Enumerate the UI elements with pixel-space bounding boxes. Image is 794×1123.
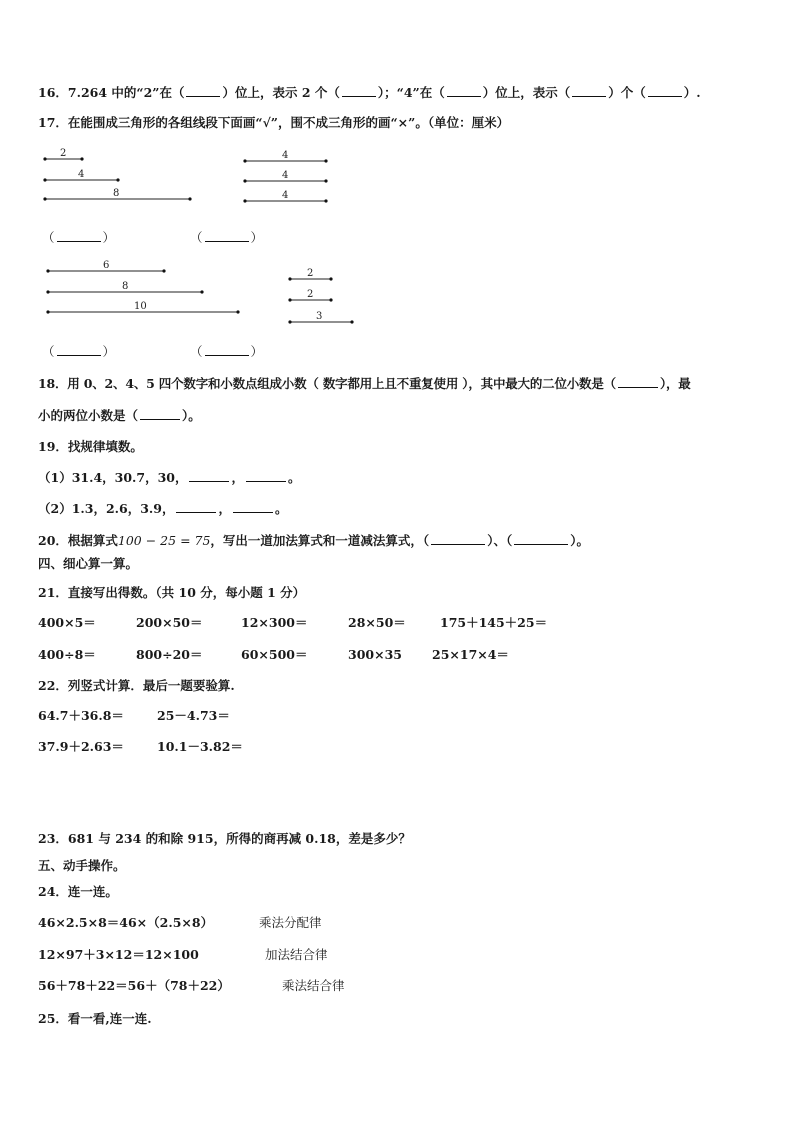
segment-group-4 bbox=[288, 268, 353, 324]
q21-item-6: 400÷8＝ bbox=[38, 647, 96, 662]
q16-text-5: ）个（ bbox=[608, 85, 646, 100]
q24-left-1[interactable]: 46×2.5×8＝46×（2.5×8） bbox=[38, 915, 214, 930]
q24-right-1[interactable]: 乘法分配律 bbox=[259, 915, 322, 930]
q22-item-2: 25－4.73＝ bbox=[157, 708, 230, 723]
q17-answer-3[interactable]: （ ） bbox=[42, 344, 116, 359]
segment-label-4-2: 2 bbox=[307, 289, 314, 300]
segment-label-1-3: 8 bbox=[113, 188, 120, 199]
segment-label-1-2: 4 bbox=[78, 169, 85, 180]
q19-2-blank-2[interactable] bbox=[233, 500, 273, 513]
q20-formula: 100 − 25 = 75 bbox=[117, 533, 211, 548]
q17-answer-2[interactable]: （ ） bbox=[190, 230, 264, 245]
section-4-heading: 四、细心算一算。 bbox=[38, 556, 139, 571]
q21-item-2: 200×50＝ bbox=[136, 615, 203, 630]
q18-blank-1[interactable] bbox=[618, 375, 658, 388]
q19-2-blank-1[interactable] bbox=[176, 500, 216, 513]
q21-item-7: 800÷20＝ bbox=[136, 647, 203, 662]
segment-label-3-1: 6 bbox=[103, 260, 110, 271]
q17-answer-4[interactable]: （ ） bbox=[190, 344, 264, 359]
question-19-sub-2: （2）1.3，2.6，3.9， ， 。 bbox=[38, 501, 288, 516]
q21-item-1: 400×5＝ bbox=[38, 615, 96, 630]
segment-label-4-3: 3 bbox=[316, 311, 323, 322]
segment-group-2 bbox=[243, 150, 327, 203]
question-21-title: 21．直接写出得数。（共 10 分，每小题 1 分） bbox=[38, 585, 306, 600]
segment-label-2-3: 4 bbox=[282, 190, 289, 201]
question-23: 23．681 与 234 的和除 915，所得的商再减 0.18，差是多少？ bbox=[38, 831, 411, 846]
question-22-title: 22．列竖式计算．最后一题要验算. bbox=[38, 678, 235, 693]
q24-right-2[interactable]: 加法结合律 bbox=[265, 947, 328, 962]
question-19-sub-1: （1）31.4，30.7，30， ， 。 bbox=[38, 470, 301, 485]
q21-item-3: 12×300＝ bbox=[241, 615, 308, 630]
question-17: 17．在能围成三角形的各组线段下面画“√”，围不成三角形的画“×”。（单位：厘米） bbox=[38, 115, 510, 130]
segment-group-1 bbox=[43, 148, 191, 201]
q16-text-1: 16．7.264 中的“2”在（ bbox=[38, 85, 185, 100]
q20-blank-2[interactable] bbox=[514, 532, 568, 545]
q24-left-3[interactable]: 56＋78＋22＝56＋（78＋22） bbox=[38, 978, 230, 993]
question-19-title: 19．找规律填数。 bbox=[38, 439, 143, 454]
q20-blank-1[interactable] bbox=[431, 532, 485, 545]
question-18-line-1: 18．用 0、2、4、5 四个数字和小数点组成小数（ 数字都用上且不重复使用 ），其中最大的二位小数是（ ），最 bbox=[38, 376, 691, 391]
q17-answer-1[interactable]: （ ） bbox=[42, 230, 116, 245]
q21-item-4: 28×50＝ bbox=[348, 615, 406, 630]
q18-blank-2[interactable] bbox=[140, 407, 180, 420]
q22-item-4: 10.1－3.82＝ bbox=[157, 739, 243, 754]
segment-label-3-3: 10 bbox=[134, 301, 147, 312]
segment-group-3 bbox=[46, 260, 239, 314]
q16-text-4: ）位上，表示（ bbox=[482, 85, 571, 100]
segment-label-2-1: 4 bbox=[282, 150, 289, 161]
question-25: 25．看一看,连一连. bbox=[38, 1011, 152, 1026]
q19-1-blank-1[interactable] bbox=[189, 469, 229, 482]
segment-label-4-1: 2 bbox=[307, 268, 314, 279]
question-18-line-2: 小的两位小数是（ ）。 bbox=[38, 408, 201, 423]
section-5-heading: 五、动手操作。 bbox=[38, 858, 126, 873]
q21-item-5: 175＋145＋25＝ bbox=[440, 615, 548, 630]
q19-1-blank-2[interactable] bbox=[246, 469, 286, 482]
q24-left-2[interactable]: 12×97＋3×12＝12×100 bbox=[38, 947, 199, 962]
q24-right-3[interactable]: 乘法结合律 bbox=[282, 978, 345, 993]
segment-label-2-2: 4 bbox=[282, 170, 289, 181]
q17-segments-figure bbox=[0, 0, 794, 360]
q22-item-1: 64.7＋36.8＝ bbox=[38, 708, 124, 723]
q16-text-3: ）；“4”在（ bbox=[377, 85, 445, 100]
q16-text-2: ）位上，表示 2 个（ bbox=[222, 85, 340, 100]
segment-label-1-1: 2 bbox=[60, 148, 67, 159]
question-24-title: 24．连一连。 bbox=[38, 884, 118, 899]
segment-label-3-2: 8 bbox=[122, 281, 129, 292]
q16-text-6: ）. bbox=[683, 85, 701, 100]
q22-item-3: 37.9＋2.63＝ bbox=[38, 739, 124, 754]
q21-item-9: 300×35 bbox=[348, 647, 402, 662]
q21-item-10: 25×17×4＝ bbox=[432, 647, 509, 662]
q21-item-8: 60×500＝ bbox=[241, 647, 308, 662]
question-20: 20．根据算式100 − 25 = 75，写出一道加法算式和一道减法算式，（ ）、（ ）。 bbox=[38, 533, 589, 548]
